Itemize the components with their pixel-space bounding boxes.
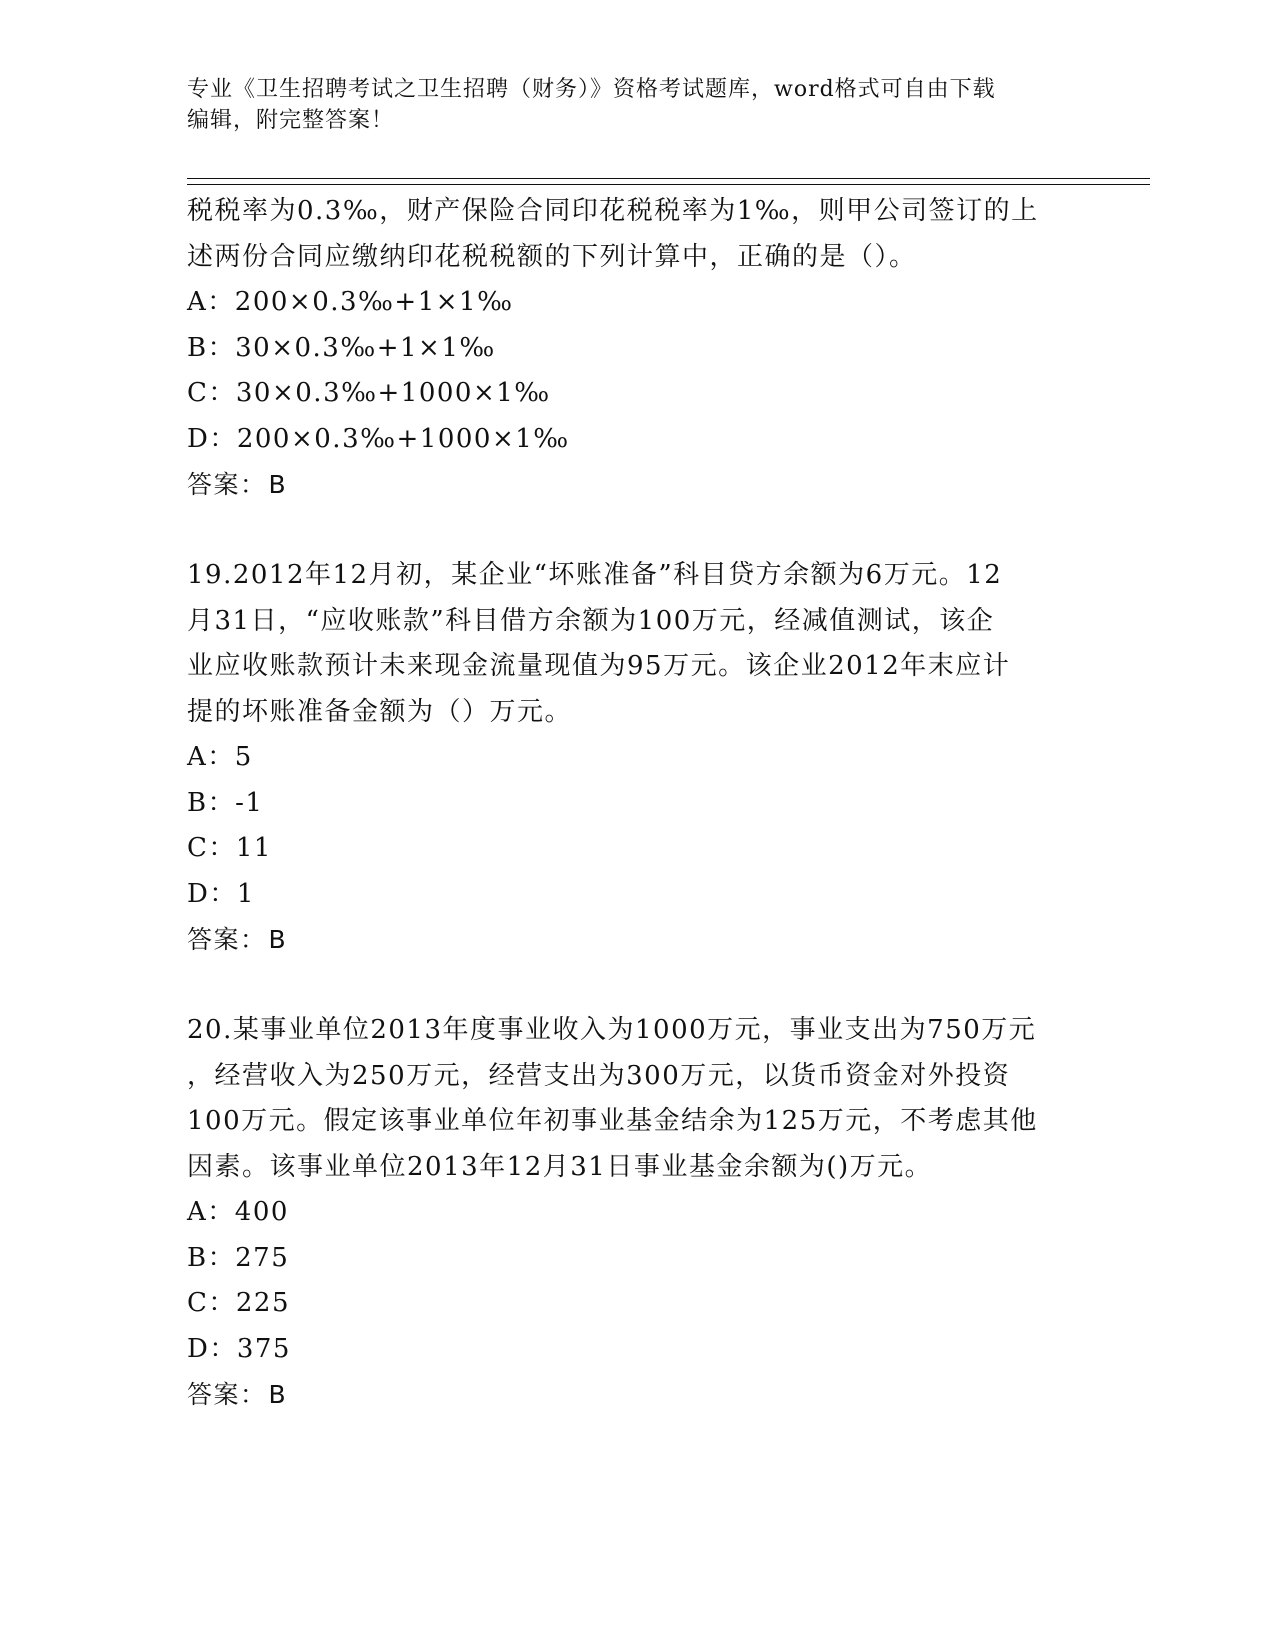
question-spacer [187,963,1087,1009]
header-title-line-2: 编辑，附完整答案！ [187,108,395,133]
question-stem-line: 业应收账款预计未来现金流量现值为95万元。该企业2012年末应计 [187,651,1011,681]
document-header [187,74,1067,136]
question-stem-line: 提的坏账准备金额为（）万元。 [187,696,573,727]
question-stem-line: 100万元。假定该事业单位年初事业基金结余为125万元，不考虑其他 [187,1106,1038,1136]
option-d: D：1 [187,878,255,909]
option-a: A：5 [187,742,253,772]
answer-label: 答案： [187,470,267,499]
question-18 [187,189,1087,508]
header-divider-top [187,178,1150,179]
question-20 [187,1008,1087,1418]
question-stem-line: ，经营收入为250万元，经营支出为300万元，以货币资金对外投资 [187,1060,1011,1091]
option-b: B：-1 [187,787,264,818]
question-stem-line: 20.某事业单位2013年度事业收入为1000万元，事业支出为750万元 [187,1015,1037,1045]
option-c: C：30×0.3‰+1000×1‰ [187,378,551,408]
option-c: C：11 [187,833,272,863]
option-c: C：225 [187,1288,291,1318]
option-a: A：200×0.3‰+1×1‰ [187,287,514,317]
header-title-line-1: 专业《卫生招聘考试之卫生招聘（财务）》资格考试题库，word格式可自由下载 [187,77,996,102]
question-stem-line: 税税率为0.3‰，财产保险合同印花税税率为1‰，则甲公司签订的上 [187,196,1039,226]
answer-value: B [268,925,288,954]
answer-label: 答案： [187,925,267,954]
question-stem-line: 述两份合同应缴纳印花税税额的下列计算中，正确的是（）。 [187,241,917,272]
question-spacer [187,508,1087,554]
question-stem-line: 因素。该事业单位2013年12月31日事业基金余额为()万元。 [187,1151,933,1182]
answer-line [187,462,1087,508]
option-b: B：30×0.3‰+1×1‰ [187,332,496,363]
question-stem-line: 月31日，“应收账款”科目借方余额为100万元，经减值测试，该企 [187,605,995,636]
header-divider-bottom [187,184,1150,185]
option-b: B：275 [187,1242,290,1273]
answer-line [187,917,1087,963]
answer-label: 答案： [187,1380,267,1409]
answer-value: B [268,1380,288,1409]
option-d: D：200×0.3‰+1000×1‰ [187,423,570,454]
option-d: D：375 [187,1333,291,1364]
option-a: A：400 [187,1197,289,1227]
answer-line [187,1372,1087,1418]
answer-value: B [268,470,288,499]
question-19 [187,553,1087,963]
question-stem-line: 19.2012年12月初，某企业“坏账准备”科目贷方余额为6万元。12 [187,560,1003,590]
questions-content [187,189,1087,1418]
